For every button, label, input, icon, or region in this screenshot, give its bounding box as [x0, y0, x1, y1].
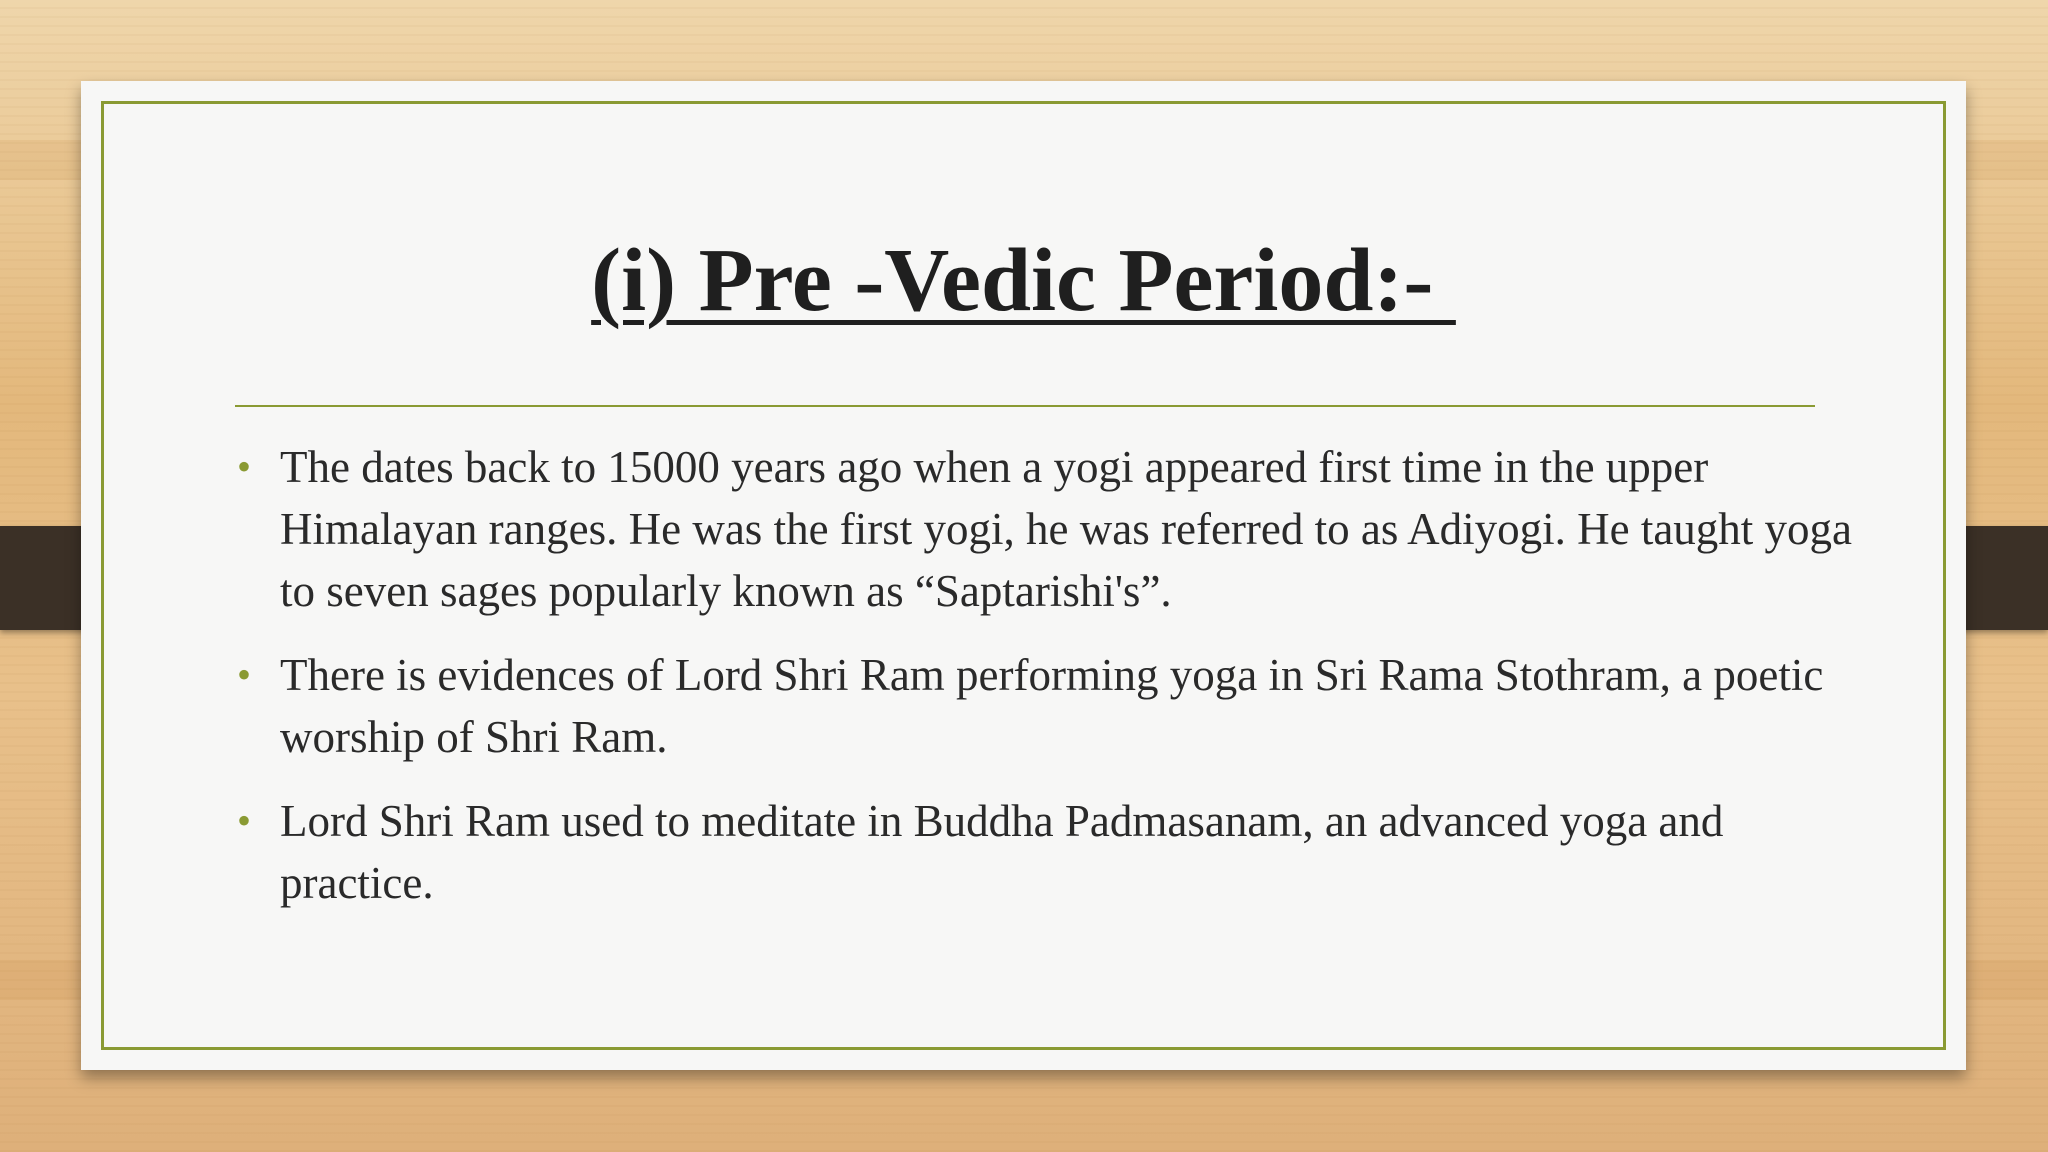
- bullet-text: The dates back to 15000 years ago when a yogi appeared first time in the upper Himalayan ranges. He was the first yogi, he was referred to as Adiyogi. He taught yoga to seven sages popularly known as “Saptarishi's”.: [280, 442, 1853, 616]
- slide-card: [81, 81, 1966, 1070]
- bullet-dot-icon: •: [237, 798, 252, 843]
- bullet-text: Lord Shri Ram used to meditate in Buddha Padmasanam, an advanced yoga and practice.: [280, 796, 1724, 908]
- bullet-text: There is evidences of Lord Shri Ram performing yoga in Sri Rama Stothram, a poetic worship of Shri Ram.: [280, 650, 1824, 762]
- list-item: [235, 644, 1875, 768]
- bullet-list: [235, 436, 1875, 936]
- bullet-dot-icon: •: [237, 444, 252, 489]
- title-divider: [235, 405, 1815, 407]
- list-item: [235, 436, 1875, 622]
- slide-title-text: (i) Pre -Vedic Period:-: [591, 231, 1456, 330]
- bullet-dot-icon: •: [237, 652, 252, 697]
- slide-title: [81, 227, 1966, 335]
- list-item: [235, 790, 1875, 914]
